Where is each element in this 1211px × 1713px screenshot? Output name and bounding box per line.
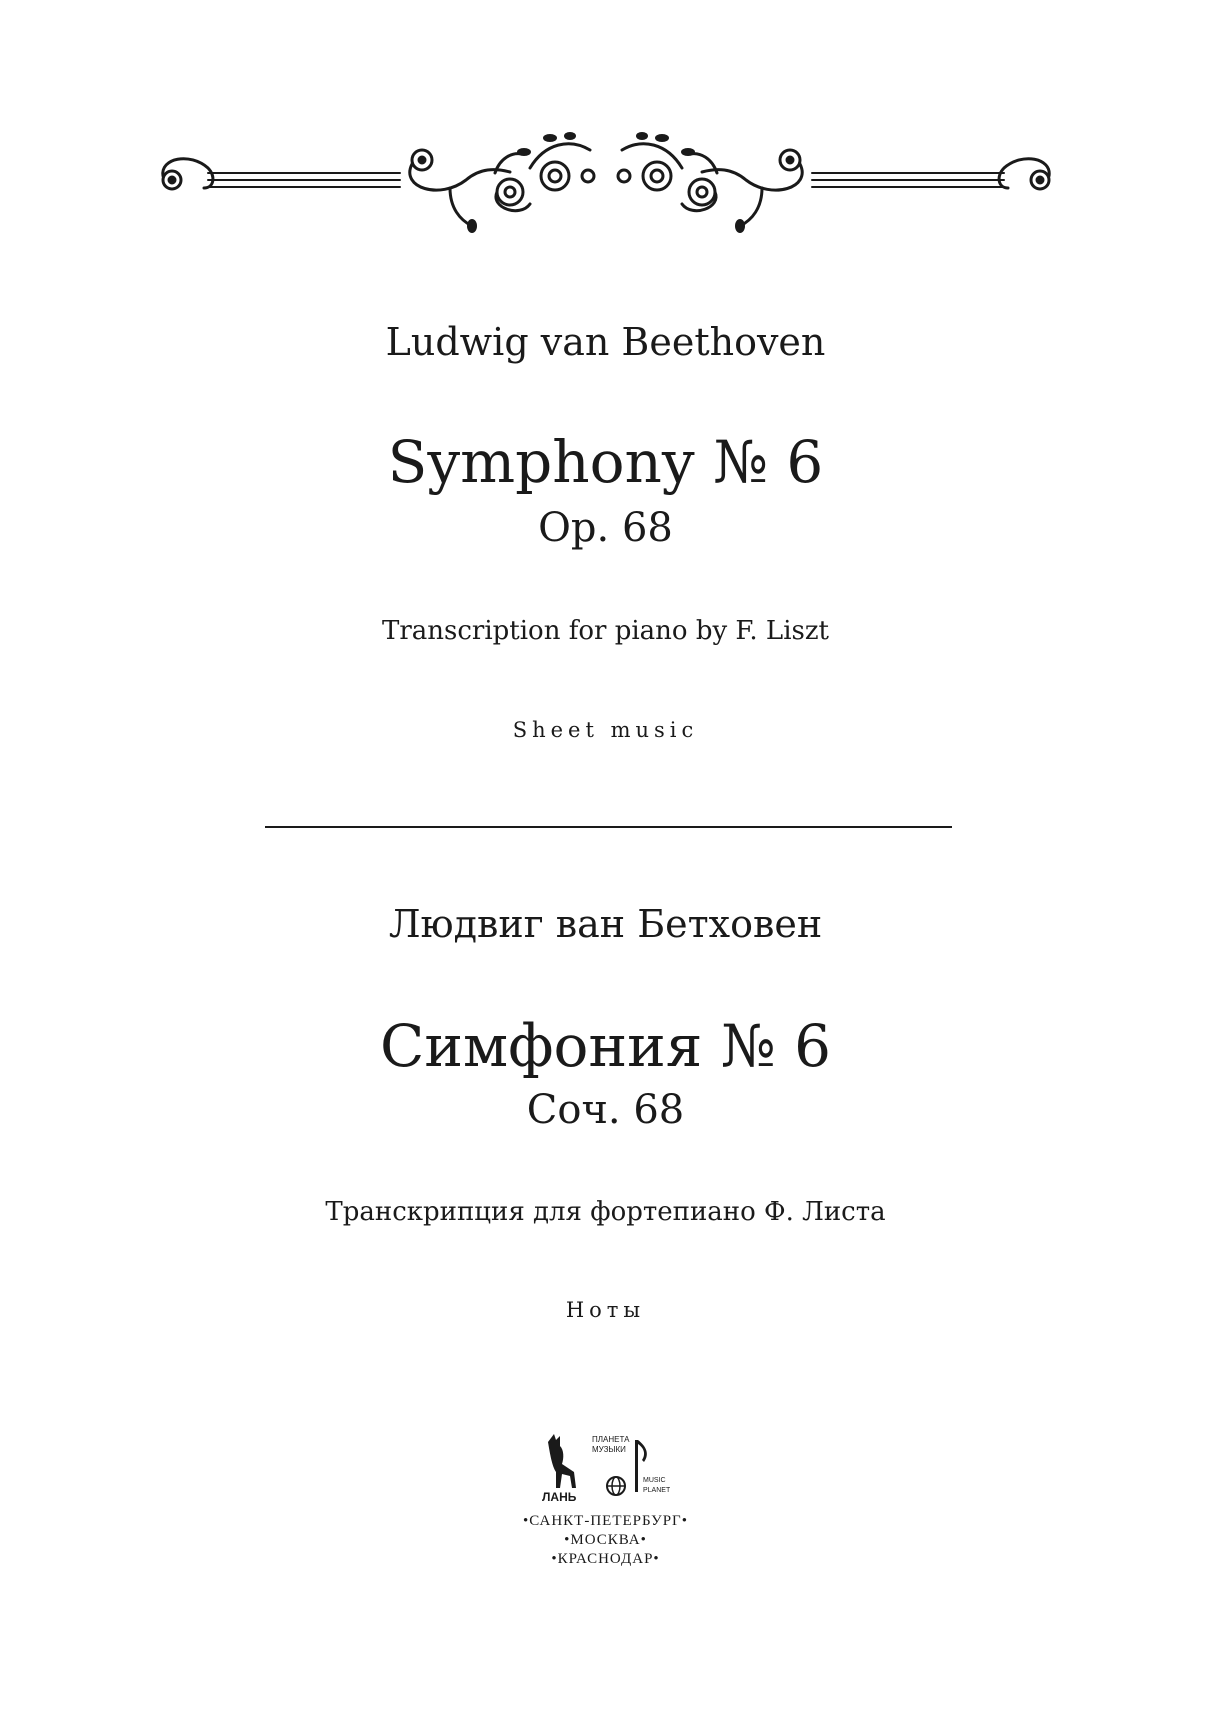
section-divider: [265, 826, 952, 828]
transcription-credit-en: Transcription for piano by F. Liszt: [381, 616, 829, 646]
music-planet-line-1: MUSIC: [643, 1477, 666, 1484]
city-krasnodar: •КРАСНОДАР•: [551, 1551, 660, 1567]
planet-wordmark-line-2: МУЗЫКИ: [592, 1445, 626, 1454]
publisher-cities: [0, 1512, 1211, 1569]
genre-label-en: Sheet music: [512, 718, 699, 742]
ornamental-flourish-icon: [150, 128, 1062, 234]
opus-number-ru: Соч. 68: [526, 1087, 685, 1133]
opus-number-en: Op. 68: [538, 505, 673, 551]
work-title-en: Symphony № 6: [387, 428, 824, 496]
lan-wordmark: ЛАНЬ: [542, 1490, 577, 1504]
city-moscow: •МОСКВА•: [564, 1532, 647, 1548]
deer-publisher-logo-icon: [540, 1432, 670, 1504]
city-saint-petersburg: •САНКТ-ПЕТЕРБУРГ•: [523, 1513, 688, 1529]
composer-name-ru: Людвиг ван Бетховен: [388, 902, 823, 946]
transcription-credit-ru: Транскрипция для фортепиано Ф. Листа: [325, 1197, 886, 1227]
music-planet-line-2: PLANET: [643, 1487, 670, 1494]
work-title-ru: Симфония № 6: [379, 1012, 832, 1080]
genre-label-ru: Ноты: [565, 1298, 646, 1322]
planet-wordmark-line-1: ПЛАНЕТА: [592, 1435, 630, 1444]
composer-name-en: Ludwig van Beethoven: [385, 320, 826, 364]
